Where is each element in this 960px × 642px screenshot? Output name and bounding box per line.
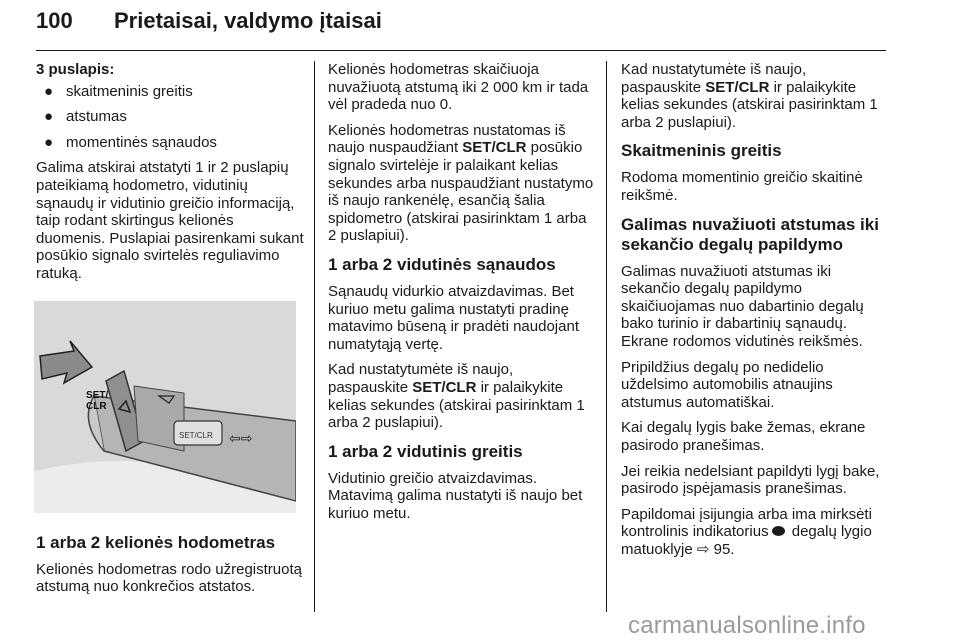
- trip-paragraph: Kelionės hodometras rodo užregistruotą atstumą nuo konkrečios atstatos.: [36, 560, 302, 596]
- page-reference-arrow-icon: ⇨: [696, 540, 710, 558]
- page3-bullet-list: [36, 83, 304, 152]
- consumption-reset-paragraph: Kad nustatytumėte iš naujo, paspauskite SET/CLR ir palaikykite kelias sekundes (atskirai pasirinktam 1 arba 2 puslapiui).: [328, 361, 585, 432]
- heading-range: Galimas nuvažiuoti atstumas iki sekančio degalų papildymo: [621, 214, 879, 254]
- column-separator: [606, 61, 607, 612]
- page-reference[interactable]: 95.: [713, 540, 735, 558]
- speed-paragraph: Vidutinio greičio atvaizdavimas. Matavimą galima nustatyti iš naujo bet kuriuo metu.: [328, 469, 583, 522]
- page-number: 100: [36, 8, 73, 33]
- list-item: ● momentinės sąnaudos: [44, 133, 217, 151]
- column-separator: [314, 61, 315, 612]
- range-paragraph: Galimas nuvažiuoti atstumas iki sekančio degalų papildymo skaičiuojamas nuo dabartinio degalų bako turinio ir dabartinių sąnaudų. Ekrane rodomos vidutinės reikšmės.: [621, 262, 864, 350]
- warning-paragraph: Jei reikia nedelsiant papildyti lygį bake, pasirodo įspėjamasis pranešimas.: [621, 462, 880, 498]
- turn-signal-lever-illustration: [34, 301, 296, 513]
- speed-reset-paragraph: Kad nustatytumėte iš naujo, paspauskite SET/CLR ir palaikykite kelias sekundes (atskirai pasirinktam 1 arba 2 puslapiui).: [621, 61, 878, 131]
- heading-avg-consumption: 1 arba 2 vidutinės sąnaudos: [328, 254, 556, 274]
- fuel-indicator-icon: [772, 526, 785, 536]
- watermark: carmanualsonline.info: [628, 612, 866, 639]
- indicator-paragraph: Papildomai įsijungia arba ima mirksėti kontrolinis indikatorius degalų lygio matuoklyje ⇨ 95.: [621, 505, 872, 558]
- bullet-icon: ●: [44, 133, 54, 151]
- bullet-icon: ●: [44, 108, 54, 126]
- reset-paragraph: Galima atskirai atstatyti 1 ir 2 puslapių pateikiamą hodometro, vidutinių sąnaudų ir vidutinio greičio informaciją, taip rodant skirtingus kelionės duomenis. Puslapiai pasirenkami sukant posūkio signalo svirtelės reguliavimo ratuką.: [36, 159, 304, 282]
- page3-label: 3 puslapis:: [36, 61, 115, 78]
- header-rule: [36, 50, 886, 51]
- low-fuel-paragraph: Kai degalų lygis bake žemas, ekrane pasirodo pranešimas.: [621, 419, 866, 454]
- column-3: [621, 61, 889, 566]
- bullet-icon: ●: [44, 82, 54, 100]
- column-2: [328, 61, 596, 530]
- column-1: [36, 61, 304, 604]
- heading-trip-odometer: 1 arba 2 kelionės hodometras: [36, 532, 276, 552]
- running-title: Prietaisai, valdymo įtaisai: [114, 8, 382, 33]
- list-item: ● skaitmeninis greitis: [44, 82, 193, 100]
- odometer-limit-paragraph: Kelionės hodometras skaičiuoja nuvažiuotą atstumą iki 2 000 km ir tada vėl pradeda nuo 0.: [328, 61, 589, 114]
- heading-avg-speed: 1 arba 2 vidutinis greitis: [328, 441, 523, 461]
- refuel-paragraph: Pripildžius degalų po nedidelio uždelsimo automobilis atnaujins atstumus automatiškai.: [621, 358, 833, 411]
- set-clr-button-label: SET/CLR: [179, 430, 213, 440]
- list-item: ● atstumas: [44, 108, 127, 126]
- odometer-reset-paragraph: Kelionės hodometras nustatomas iš naujo nuspaudžiant SET/CLR posūkio signalo svirtelėje ir palaikant kelias sekundes arba nuspaudžiant nustatymo iš naujo rankenėlę, esančią šalia spidometro (atskirai pasirinktam 1 arba 2 puslapiui).: [328, 121, 594, 245]
- consumption-paragraph: Sąnaudų vidurkio atvaizdavimas. Bet kuriuo metu galima nustatyti pradinę matavimo būseną ir pradėti naudojant numatytąją vertę.: [328, 282, 579, 353]
- set-clr-ring-label: SET/ CLR: [86, 389, 109, 412]
- arrows-icon: ⇦⇨: [229, 430, 253, 447]
- heading-digital-speed: Skaitmeninis greitis: [621, 141, 782, 161]
- page-header: [36, 4, 886, 48]
- digital-speed-paragraph: Rodoma momentinio greičio skaitinė reikšmė.: [621, 169, 863, 204]
